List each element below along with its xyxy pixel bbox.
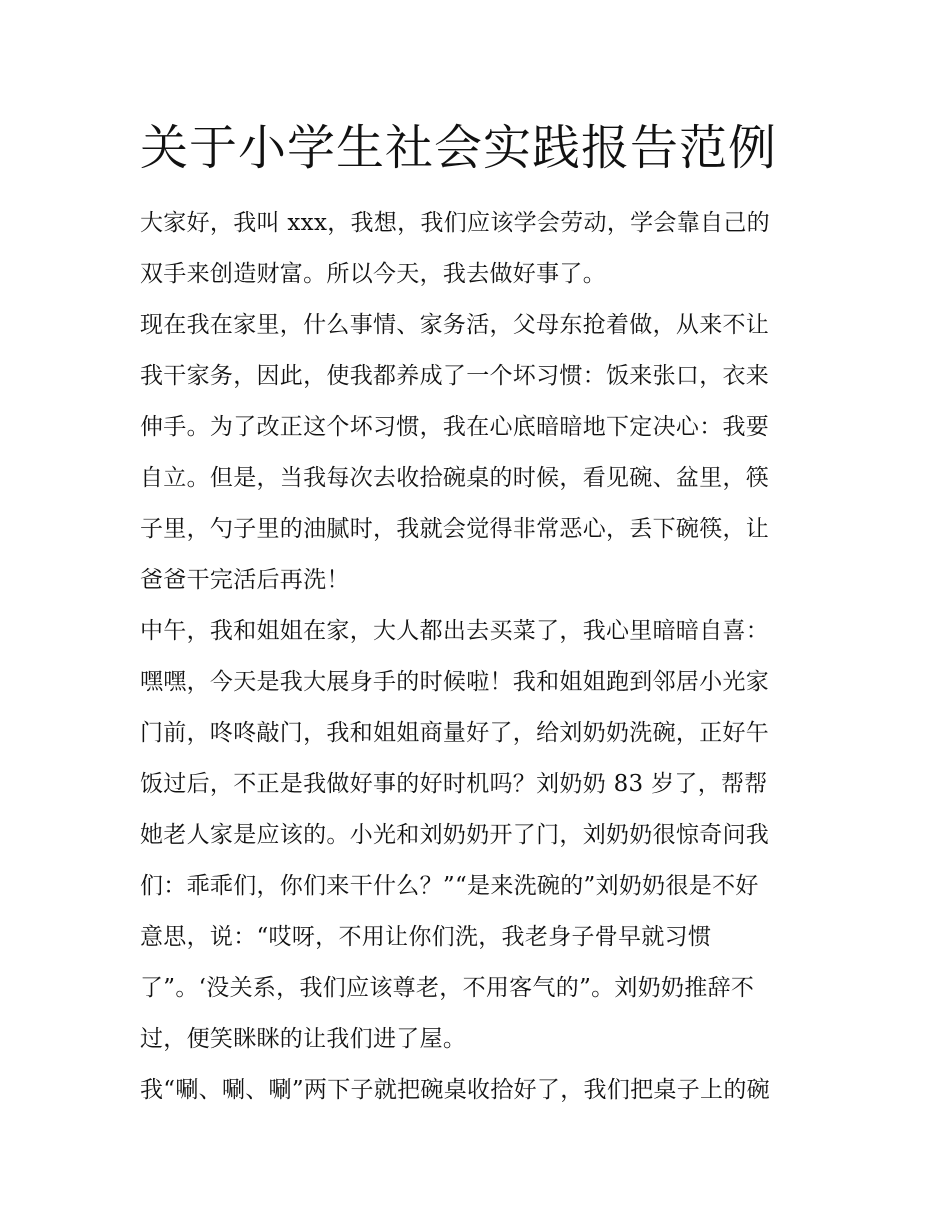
text-line: 现在我在家里，什么事情、家务活，父母东抢着做，从来不让 <box>140 312 770 338</box>
text-line: 了”。‘没关系，我们应该尊老，不用客气的”。刘奶奶推辞不 <box>140 975 755 1001</box>
text-line: 我干家务，因此，使我都养成了一个坏习惯：饭来张口，衣来 <box>140 363 770 389</box>
text-line: 中午，我和姐姐在家，大人都出去买菜了，我心里暗暗自喜： <box>140 618 770 644</box>
text-line: 嘿嘿，今天是我大展身手的时候啦！我和姐姐跑到邻居小光家 <box>140 669 770 695</box>
text-line: 伸手。为了改正这个坏习惯，我在心底暗暗地下定决心：我要 <box>140 414 770 440</box>
text-line: 门前，咚咚敲门，我和姐姐商量好了，给刘奶奶洗碗，正好午 <box>140 720 770 746</box>
text-line: 我“唰、唰、唰”两下子就把碗桌收拾好了，我们把桌子上的碗 <box>140 1077 770 1103</box>
text-line: 双手来创造财富。所以今天，我去做好事了。 <box>140 261 606 287</box>
text-line: 爸爸干完活后再洗！ <box>140 567 350 593</box>
text-line: 自立。但是，当我每次去收拾碗桌的时候，看见碗、盆里，筷 <box>140 465 770 491</box>
text-line: 们：乖乖们，你们来干什么？”“是来洗碗的”刘奶奶很是不好 <box>140 873 759 899</box>
text-line: 子里，勺子里的油腻时，我就会觉得非常恶心，丢下碗筷，让 <box>140 516 770 542</box>
text-line: 意思，说：“哎呀，不用让你们洗，我老身子骨早就习惯 <box>140 924 712 950</box>
text-line: 大家好，我叫 xxx，我想，我们应该学会劳动，学会靠自己的 <box>140 210 770 236</box>
text-line: 饭过后，不正是我做好事的好时机吗？刘奶奶 83 岁了，帮帮 <box>140 771 768 797</box>
document-body <box>140 201 812 1119</box>
text-line: 她老人家是应该的。小光和刘奶奶开了门，刘奶奶很惊奇问我 <box>140 822 770 848</box>
text-line: 过，便笑眯眯的让我们进了屋。 <box>140 1026 467 1052</box>
document-title: 关于小学生社会实践报告范例 <box>140 120 778 176</box>
